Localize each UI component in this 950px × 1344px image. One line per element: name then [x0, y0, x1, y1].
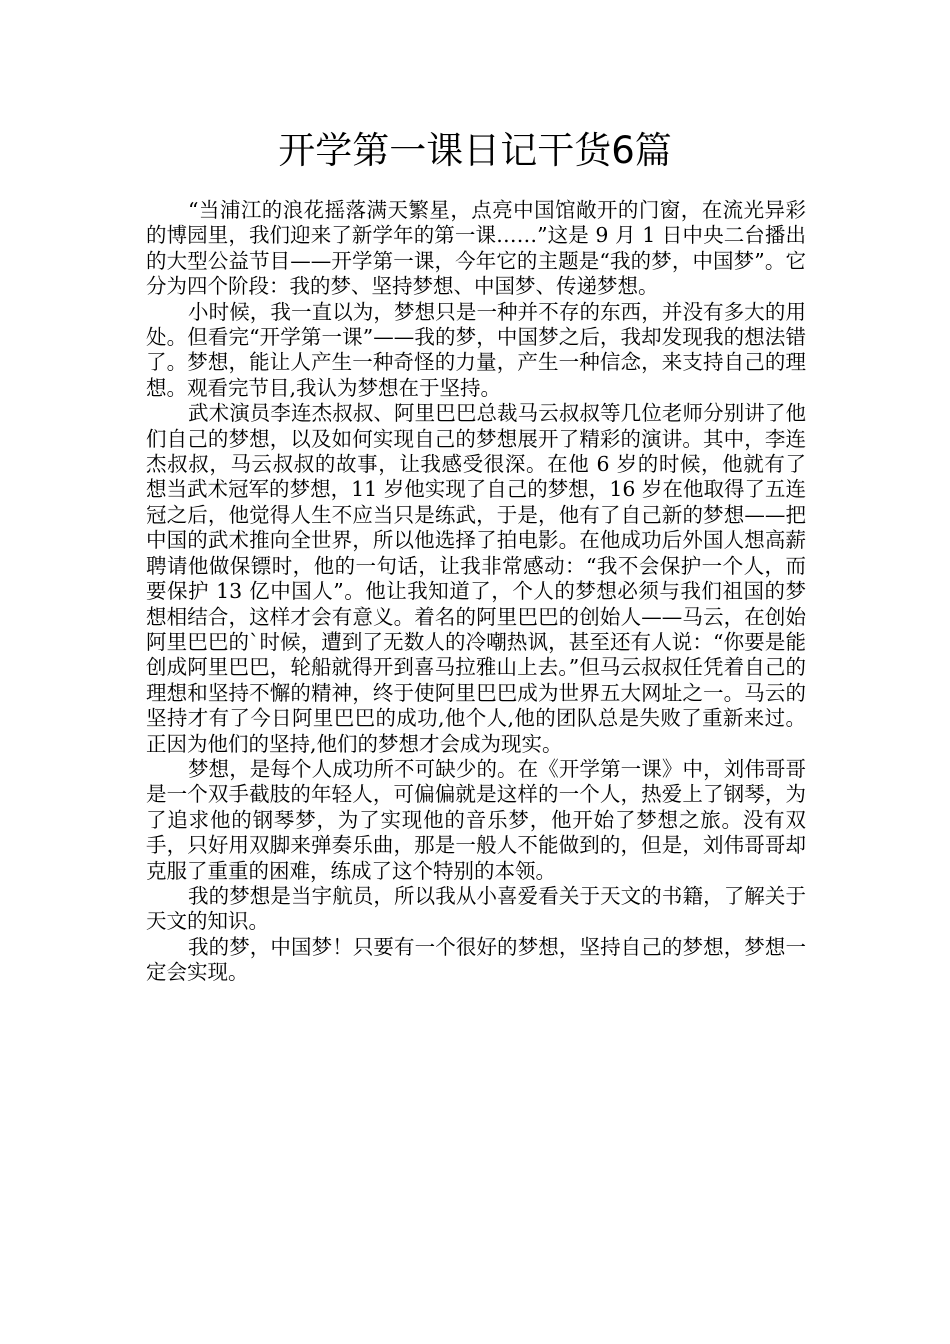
paragraph-astronaut: 我的梦想是当宇航员，所以我从小喜爱看关于天文的书籍，了解关于天文的知识。 [146, 883, 806, 934]
paragraph-liu-wei: 梦想，是每个人成功所不可缺少的。在《开学第一课》中，刘伟哥哥是一个双手截肢的年轻人，可偏偏就是这样的一个人，热爱上了钢琴，为了追求他的钢琴梦，为了实现他的音乐梦，他开始了梦想之旅。没有双手，只好用双脚来弹奏乐曲，那是一般人不能做到的，但是，刘伟哥哥却克服了重重的困难，练成了这个特别的本领。 [146, 756, 806, 883]
paragraph-intro: “当浦江的浪花摇落满天繁星，点亮中国馆敞开的门窗，在流光异彩的博园里，我们迎来了新学年的第一课……”这是 9 月 1 日中央二台播出的大型公益节目——开学第一课，今年它的主题是“我的梦，中国梦”。它分为四个阶段：我的梦、坚持梦想、中国梦、传递梦想。 [146, 198, 806, 299]
paragraph-childhood: 小时候，我一直以为，梦想只是一种并不存的东西，并没有多大的用处。但看完“开学第一课”——我的梦，中国梦之后，我却发现我的想法错了。梦想，能让人产生一种奇怪的力量，产生一种信念，来支持自己的理想。观看完节目,我认为梦想在于坚持。 [146, 299, 806, 400]
paragraph-conclusion: 我的梦，中国梦！只要有一个很好的梦想，坚持自己的梦想，梦想一定会实现。 [146, 934, 806, 985]
paragraph-role-models: 武术演员李连杰叔叔、阿里巴巴总裁马云叔叔等几位老师分别讲了他们自己的梦想，以及如何实现自己的梦想展开了精彩的演讲。其中，李连杰叔叔，马云叔叔的故事，让我感受很深。在他 6 岁的时候，他就有了想当武术冠军的梦想，11 岁他实现了自己的梦想，16 岁在他取得了五连冠之后，他觉得人生不应当只是练武，于是，他有了自己新的梦想——把中国的武术推向全世界，所以他选择了拍电影。在他成功后外国人想高薪聘请他做保镖时，他的一句话，让我非常感动：“我不会保护一个人，而要保护 13 亿中国人”。他让我知道了，个人的梦想必须与我们祖国的梦想相结合，这样才会有意义。着名的阿里巴巴的创始人——马云，在创始阿里巴巴的`时候，遭到了无数人的冷嘲热讽，甚至还有人说：“你要是能创成阿里巴巴，轮船就得开到喜马拉雅山上去。”但马云叔叔任凭着自己的理想和坚持不懈的精神，终于使阿里巴巴成为世界五大网址之一。马云的坚持才有了今日阿里巴巴的成功,他个人,他的团队总是失败了重新来过。正因为他们的坚持,他们的梦想才会成为现实。 [146, 401, 806, 756]
document-body [146, 198, 806, 986]
document-title: 开学第一课日记干货6篇 [278, 129, 672, 172]
